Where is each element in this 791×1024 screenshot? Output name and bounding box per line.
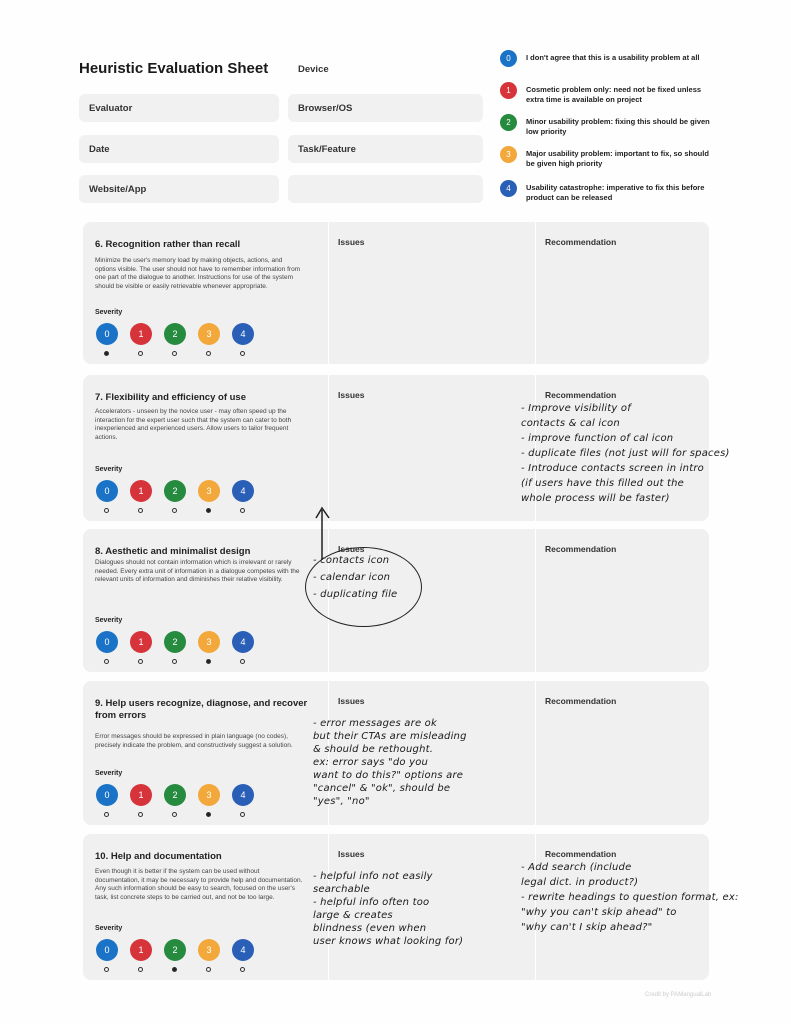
severity-radio[interactable]: [172, 351, 177, 356]
severity-2-button[interactable]: 2: [164, 939, 186, 961]
column-divider: [535, 681, 536, 825]
heuristic-section: [83, 375, 730, 521]
credit-text: Credit by PAMangualLab: [645, 992, 712, 998]
handwritten-recommendation-note: - duplicate files (not just will for spaces): [521, 448, 730, 459]
severity-circle-icon: 4: [500, 180, 517, 197]
website-app-field[interactable]: [79, 175, 279, 203]
severity-radio[interactable]: [240, 508, 245, 513]
severity-4-button[interactable]: 4: [232, 480, 254, 502]
date-field[interactable]: [79, 135, 279, 163]
issues-header: Issues: [338, 237, 365, 247]
issues-header: Issues: [338, 696, 365, 706]
handwritten-issue-note: & should be rethought.: [313, 744, 434, 755]
handwritten-recommendation-note: - Improve visibility of: [521, 403, 631, 414]
legend-text: Usability catastrophe: imperative to fix this before product can be released: [526, 183, 705, 202]
handwritten-issue-note: - helpful info often too: [313, 897, 430, 908]
section-description: Dialogues should not contain information which is irrelevant or rarely needed. Every extra unit of information in a dialogue competes with the relevant units of information and diminishes their relative visibility.: [95, 559, 300, 583]
column-divider: [535, 222, 536, 364]
severity-radio[interactable]: [138, 351, 143, 356]
section-description: Even though it is better if the system can be used without documentation, it may be necessary to provide help and documentation. Any such information should be easy to search, focused on the user's task, list concrete steps to be carried out, and not be too large.: [95, 868, 303, 901]
heuristic-section: [83, 681, 709, 825]
severity-radio[interactable]: [104, 967, 109, 972]
legend-text: Major usability problem: important to fix, so should be given high priority: [526, 149, 709, 168]
severity-3-button[interactable]: 3: [198, 480, 220, 502]
section-description: Error messages should be expressed in plain language (no codes), precisely indicate the problem, and constructively suggest a solution.: [95, 733, 293, 749]
section-description: Minimize the user's memory load by making objects, actions, and options visible. The user should not have to remember information from one part of the dialogue to another. Instructions for use of the system should be visible or easily retrievable whenever appropriate.: [95, 257, 301, 290]
severity-1-button[interactable]: 1: [130, 784, 152, 806]
handwritten-issue-note: "yes", "no": [313, 796, 370, 807]
severity-radio[interactable]: [104, 351, 109, 356]
handwritten-recommendation-note: "why you can't skip ahead" to: [521, 907, 677, 918]
severity-radio[interactable]: [206, 659, 211, 664]
website-app-label: Website/App: [89, 184, 147, 195]
severity-2-button[interactable]: 2: [164, 784, 186, 806]
device-field[interactable]: [288, 55, 483, 83]
section-description: Accelerators - unseen by the novice user - may often speed up the interaction for the expert user such that the system can cater to both inexperienced and experienced users. Allow users to tailor frequent actions.: [95, 408, 292, 441]
severity-radio[interactable]: [138, 508, 143, 513]
evaluator-field[interactable]: [79, 94, 279, 122]
legend-text: Cosmetic problem only: need not be fixed unless extra time is available on project: [526, 85, 702, 104]
section-title: 7. Flexibility and efficiency of use: [95, 392, 246, 403]
severity-3-button[interactable]: 3: [198, 784, 220, 806]
task-feature-field[interactable]: [288, 135, 483, 163]
column-divider: [328, 222, 329, 364]
section-title: 6. Recognition rather than recall: [95, 239, 241, 250]
severity-0-button[interactable]: 0: [96, 480, 118, 502]
browser-os-label: Browser/OS: [298, 103, 353, 114]
severity-2-button[interactable]: 2: [164, 323, 186, 345]
severity-radio[interactable]: [206, 508, 211, 513]
severity-4-button[interactable]: 4: [232, 784, 254, 806]
severity-4-button[interactable]: 4: [232, 631, 254, 653]
severity-radio[interactable]: [206, 351, 211, 356]
date-label: Date: [89, 144, 110, 155]
severity-label: Severity: [95, 617, 123, 624]
severity-radio[interactable]: [172, 812, 177, 817]
handwritten-issue-note: - calendar icon: [313, 572, 391, 583]
heuristic-section: [83, 834, 739, 980]
legend-text: Minor usability problem: fixing this should be given low priority: [526, 117, 710, 136]
severity-label: Severity: [95, 770, 123, 777]
severity-radio[interactable]: [172, 659, 177, 664]
severity-radio[interactable]: [240, 967, 245, 972]
browser-os-field[interactable]: [288, 94, 483, 122]
handwritten-circle-annotation: [305, 547, 422, 627]
issues-header: Issues: [338, 544, 365, 554]
severity-radio[interactable]: [138, 967, 143, 972]
severity-0-button[interactable]: 0: [96, 323, 118, 345]
recommendation-header: Recommendation: [545, 237, 617, 247]
severity-radio[interactable]: [104, 508, 109, 513]
severity-radio[interactable]: [240, 351, 245, 356]
handwritten-issue-note: "cancel" & "ok", should be: [313, 783, 451, 794]
recommendation-header: Recommendation: [545, 544, 617, 554]
severity-1-button[interactable]: 1: [130, 323, 152, 345]
severity-0-button[interactable]: 0: [96, 939, 118, 961]
severity-radio[interactable]: [138, 659, 143, 664]
severity-0-button[interactable]: 0: [96, 784, 118, 806]
severity-radio[interactable]: [138, 812, 143, 817]
severity-circle-icon: 1: [500, 82, 517, 99]
handwritten-issue-note: want to do this?" options are: [313, 770, 464, 781]
handwritten-issue-note: - error messages are ok: [313, 718, 437, 729]
severity-1-button[interactable]: 1: [130, 939, 152, 961]
heuristic-section: [83, 222, 709, 364]
handwritten-issue-note: blindness (even when: [313, 923, 427, 934]
handwritten-issue-note: - duplicating file: [313, 589, 398, 600]
severity-4-button[interactable]: 4: [232, 323, 254, 345]
handwritten-issue-note: - contacts icon: [313, 555, 390, 566]
handwritten-recommendation-note: - improve function of cal icon: [521, 433, 674, 444]
severity-label: Severity: [95, 466, 123, 473]
severity-radio[interactable]: [172, 967, 177, 972]
severity-radio[interactable]: [104, 659, 109, 664]
severity-3-button[interactable]: 3: [198, 939, 220, 961]
issues-header: Issues: [338, 390, 365, 400]
section-title: 9. Help users recognize, diagnose, and recover from errors: [95, 698, 308, 721]
recommendation-header: Recommendation: [545, 849, 617, 859]
severity-label: Severity: [95, 925, 123, 932]
severity-3-button[interactable]: 3: [198, 631, 220, 653]
handwritten-recommendation-note: "why can't I skip ahead?": [521, 922, 653, 933]
handwritten-recommendation-note: whole process will be faster): [521, 493, 670, 504]
section-title: 8. Aesthetic and minimalist design: [95, 546, 251, 557]
handwritten-recommendation-note: legal dict. in product?): [521, 877, 639, 888]
handwritten-issue-note: - helpful info not easily: [313, 871, 433, 882]
severity-label: Severity: [95, 309, 123, 316]
severity-2-button[interactable]: 2: [164, 480, 186, 502]
evaluator-label: Evaluator: [89, 103, 133, 114]
legend-text: I don't agree that this is a usability problem at all: [526, 53, 700, 62]
handwritten-recommendation-note: - Add search (include: [521, 862, 632, 873]
severity-1-button[interactable]: 1: [130, 631, 152, 653]
recommendation-header: Recommendation: [545, 696, 617, 706]
severity-radio[interactable]: [206, 812, 211, 817]
handwritten-issue-note: but their CTAs are misleading: [313, 731, 467, 742]
issues-header: Issues: [338, 849, 365, 859]
handwritten-recommendation-note: - rewrite headings to question format, ex:: [521, 892, 739, 903]
severity-0-button[interactable]: 0: [96, 631, 118, 653]
severity-2-button[interactable]: 2: [164, 631, 186, 653]
severity-circle-icon: 0: [500, 50, 517, 67]
blank-field[interactable]: [288, 175, 483, 203]
task-feature-label: Task/Feature: [298, 144, 356, 155]
severity-radio[interactable]: [240, 659, 245, 664]
severity-radio[interactable]: [104, 812, 109, 817]
handwritten-issue-note: searchable: [313, 884, 370, 895]
severity-radio[interactable]: [240, 812, 245, 817]
severity-4-button[interactable]: 4: [232, 939, 254, 961]
heuristic-section: [83, 529, 709, 672]
severity-circle-icon: 3: [500, 146, 517, 163]
severity-1-button[interactable]: 1: [130, 480, 152, 502]
severity-circle-icon: 2: [500, 114, 517, 131]
column-divider: [535, 529, 536, 672]
handwritten-recommendation-note: contacts & cal icon: [521, 418, 620, 429]
handwritten-issue-note: large & creates: [313, 910, 393, 921]
severity-radio[interactable]: [172, 508, 177, 513]
column-divider: [328, 375, 329, 521]
section-title: 10. Help and documentation: [95, 851, 222, 862]
severity-radio[interactable]: [206, 967, 211, 972]
handwritten-issue-note: ex: error says "do you: [313, 757, 429, 768]
device-label: Device: [298, 64, 329, 75]
handwritten-issue-note: user knows what looking for): [313, 936, 464, 947]
recommendation-header: Recommendation: [545, 390, 617, 400]
handwritten-recommendation-note: (if users have this filled out the: [521, 478, 685, 489]
severity-3-button[interactable]: 3: [198, 323, 220, 345]
sheet-title: Heuristic Evaluation Sheet: [79, 60, 269, 77]
handwritten-recommendation-note: - Introduce contacts screen in intro: [521, 463, 704, 474]
